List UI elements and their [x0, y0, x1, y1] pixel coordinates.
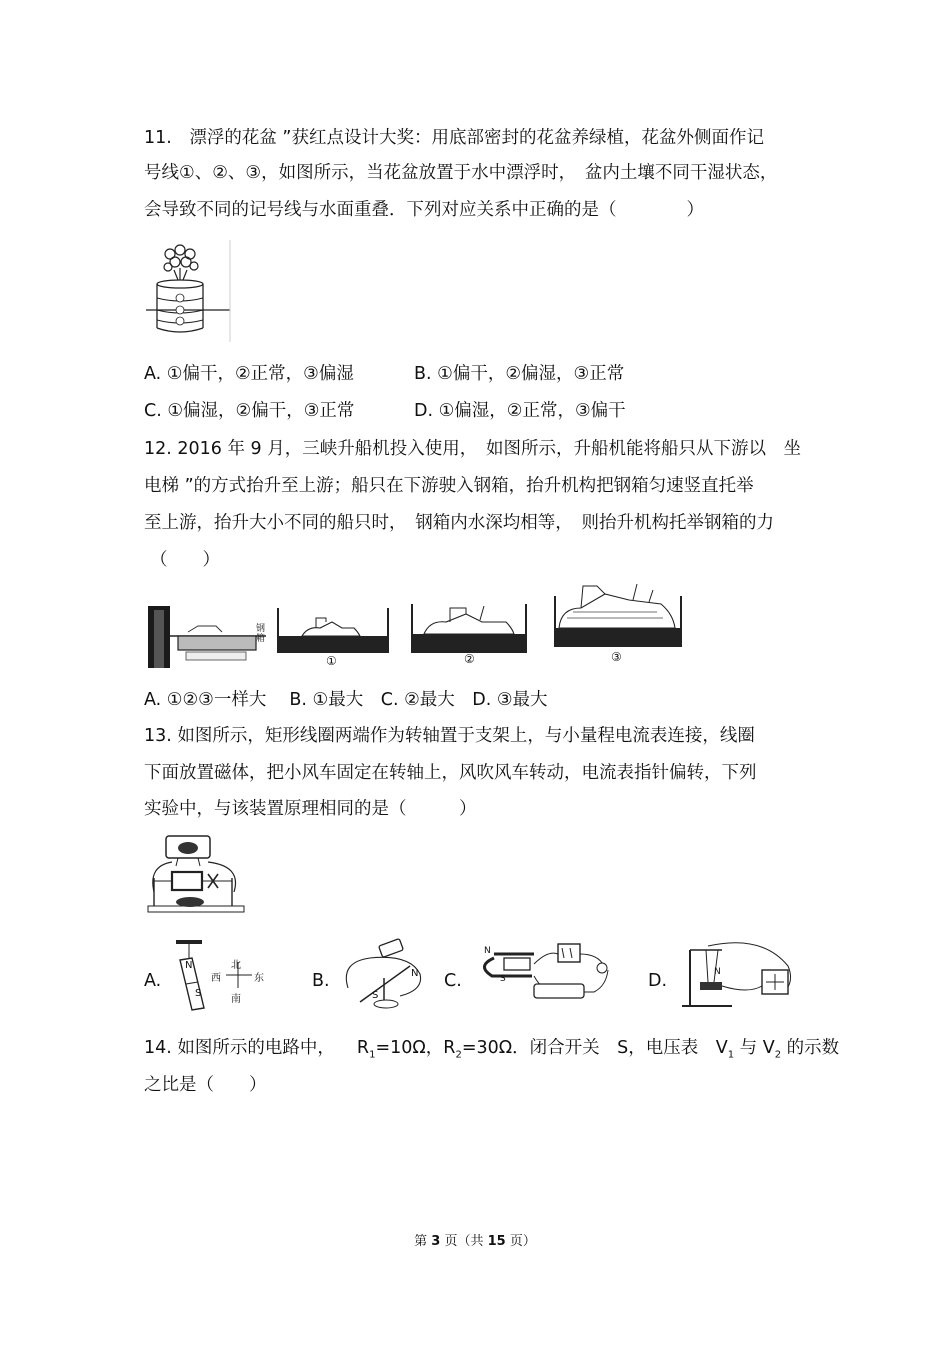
shiplift-figure-0 [148, 596, 268, 671]
q11-line-3: 会导致不同的记号线与水面重叠．下列对应关系中正确的是（ ） [144, 200, 704, 220]
page-number: 3 [431, 1234, 441, 1249]
q13-line-3: 实验中，与该装置原理相同的是（ ） [144, 799, 477, 819]
q13-option-d: D. [648, 971, 668, 991]
q13-a-magnet-n: N [185, 960, 193, 971]
q11-line-2: 号线①、②、③，如图所示，当花盆放置于水中漂浮时， 盆内土壤不同干湿状态， [144, 163, 778, 183]
q14-line-1: 14. 如图所示的电路中， $R_1=10\Omega$，$R_2=30\Omega$．闭合开关 S，电压表 $V_1$ 与 $V_2$ 的示数 [144, 1038, 840, 1061]
q12-line-3: 至上游，抬升大小不同的船只时， 钢箱内水深均相等， 则抬升机构托举钢箱的力 [144, 513, 774, 533]
q13-b-n: N [411, 968, 419, 979]
compass-east: 东 [254, 973, 264, 984]
q13-a-magnet-s: S [195, 988, 202, 999]
q13-c-s: S [500, 974, 506, 984]
q12-line-1: 12. 2016 年 9 月，三峡升船机投入使用， 如图所示，升船机能将船只从下游以 坐 [144, 439, 801, 459]
page-footer: 第 3 页（共 15 页） [414, 1234, 536, 1249]
flowerpot-figure [140, 240, 235, 342]
q11-line-1: 11. 漂浮的花盆 ”获红点设计大奖：用底部密封的花盆养绿植，花盆外侧面作记 [144, 128, 764, 148]
compass-west: 西 [211, 973, 221, 984]
q13-figure-d-induction [678, 940, 798, 1010]
q11-option-c: C. ①偏湿，②偏干，③正常 [144, 401, 355, 421]
q12-line-4: （ ） [150, 550, 220, 570]
q11-option-d: D. ①偏湿，②正常，③偏干 [414, 401, 626, 421]
generator-apparatus-figure [144, 832, 248, 920]
compass-north: 北 [231, 960, 241, 971]
q11-option-a: A. ①偏干，②正常，③偏湿 [144, 364, 354, 384]
q13-line-2: 下面放置磁体，把小风车固定在转轴上，风吹风车转动，电流表指针偏转，下列 [144, 763, 757, 783]
shiplift-label-1: ① [326, 654, 337, 668]
q12-options: A. ①②③一样大 B. ①最大 C. ②最大 D. ③最大 [144, 690, 548, 710]
q13-d-n: N [714, 967, 721, 977]
shiplift-figure-1 [276, 606, 390, 656]
shiplift-label-2: ② [464, 652, 475, 666]
q13-figure-c-electromagnet [474, 940, 624, 1006]
q13-line-1: 13. 如图所示，矩形线圈两端作为转轴置于支架上，与小量程电流表连接，线圈 [144, 726, 755, 746]
compass-south: 南 [231, 994, 241, 1005]
q13-b-s: S [372, 990, 379, 1001]
shiplift-side-text: 钢 箱 [256, 624, 266, 644]
q13-option-a: A. [144, 971, 162, 991]
q13-c-n: N [484, 946, 491, 956]
shiplift-figure-2 [410, 596, 528, 656]
q14-line-2: 之比是（ ） [144, 1075, 267, 1095]
q13-option-b: B. [312, 971, 330, 991]
shiplift-label-3: ③ [611, 650, 622, 664]
q11-option-b: B. ①偏干，②偏湿，③正常 [414, 364, 625, 384]
q13-option-c: C. [444, 971, 462, 991]
shiplift-figure-3 [553, 580, 683, 650]
q12-line-2: 电梯 ”的方式抬升至上游；船只在下游驶入钢箱，抬升机构把钢箱匀速竖直托举 [144, 476, 754, 496]
page-total: 15 [487, 1234, 506, 1249]
